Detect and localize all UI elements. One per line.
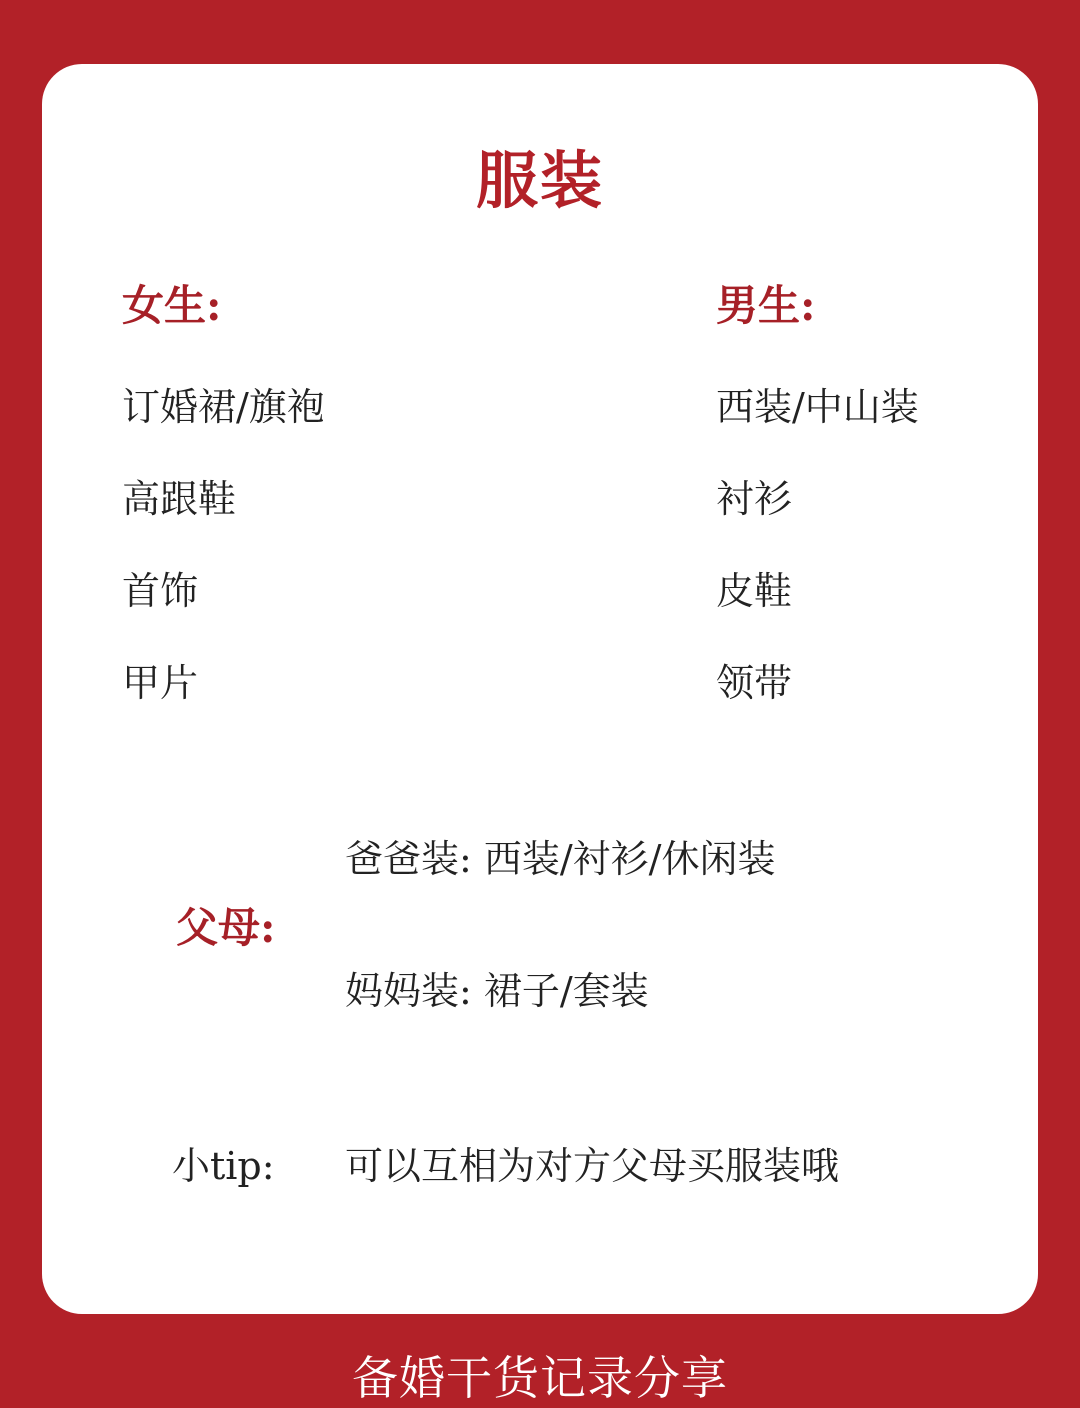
women-item: 高跟鞋 — [122, 477, 237, 521]
footer-caption: 备婚干货记录分享 — [352, 1351, 728, 1405]
men-heading: 男生: — [716, 281, 816, 330]
tip-label: 小tip: — [172, 1144, 275, 1188]
mom-outfit-text: 妈妈装: 裙子/套装 — [345, 969, 649, 1013]
women-item: 首饰 — [122, 569, 199, 613]
parents-heading: 父母: — [176, 903, 276, 952]
men-item: 领带 — [716, 661, 793, 705]
men-item: 西装/中山装 — [716, 385, 919, 429]
women-item: 甲片 — [122, 661, 199, 705]
tip-text: 可以互相为对方父母买服装哦 — [345, 1144, 840, 1188]
men-item: 衬衫 — [716, 477, 793, 521]
dad-outfit-text: 爸爸装: 西装/衬衫/休闲装 — [345, 837, 776, 881]
page-title: 服装 — [475, 144, 604, 217]
men-item: 皮鞋 — [716, 569, 793, 613]
women-item: 订婚裙/旗袍 — [122, 385, 325, 429]
women-heading: 女生: — [122, 281, 222, 330]
